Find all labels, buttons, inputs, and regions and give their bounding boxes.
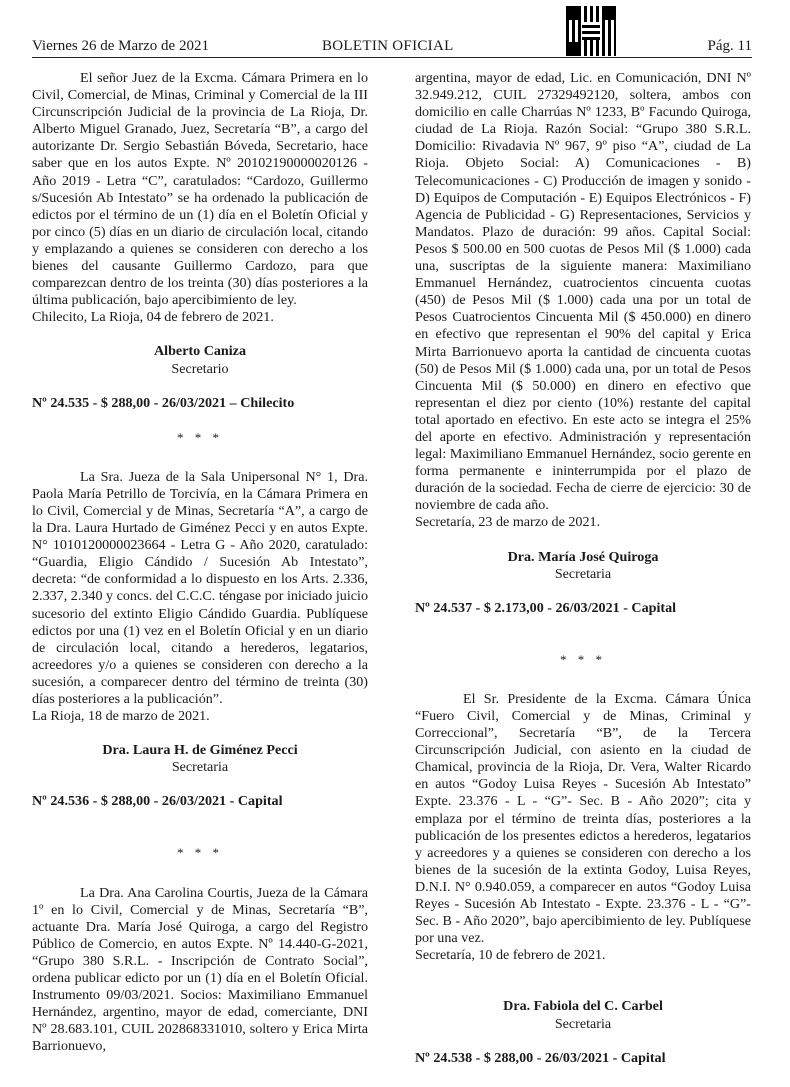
edict-number: Nº 24.538 - $ 288,00 - 26/03/2021 - Capital <box>415 1049 666 1066</box>
header-date: Viernes 26 de Marzo de 2021 <box>32 38 209 54</box>
qr-code-icon <box>566 6 616 56</box>
edict-signer-role: Secretario <box>171 360 229 377</box>
edict-signer: Dra. María José Quiroga <box>507 548 659 565</box>
edict-place-date: Secretaría, 10 de febrero de 2021. <box>415 947 606 964</box>
edict-signer: Dra. Fabiola del C. Carbel <box>503 998 663 1015</box>
left-column <box>32 70 368 1056</box>
edict-number: Nº 24.536 - $ 288,00 - 26/03/2021 - Capital <box>32 793 283 810</box>
separator: * * * <box>177 429 223 445</box>
edict-place-date: Secretaría, 23 de marzo de 2021. <box>415 514 601 531</box>
header-page-number: Pág. 11 <box>707 38 752 54</box>
edict-signer-role: Secretaria <box>554 1015 612 1032</box>
edict-text: La Sra. Jueza de la Sala Unipersonal N° 1, Dra. Paola María Petrillo de Torcivía, en la Cámara Primera en lo Civil, Comercial y de Minas, Secretaría “A”, a cargo de la Dra. Laura Hurtado de Giménez Pecci y en autos Expte. N° 1010120000023664 - Letra G - Año 2020, caratulado: “Guardia, Eligio Cándido / Sucesión Ab Intestato”, decreta: “de conformidad a lo dispuesto en los Arts. 2.336, 2.337, 2.340 y concs. del C.C.C. téngase por iniciado juicio sucesorio del extinto Eligio Cándido Guardia. Publíquese edictos por una (1) vez en el Boletín Oficial y en un diario de circulación local, citando a herederos, legatarios, acreedores y/o a quienes se consideren con derecho a la sucesión, a comparecer dentro del término de treinta (30) días posteriores a la publicación”. <box>32 468 368 707</box>
edict-text: El señor Juez de la Excma. Cámara Primera en lo Civil, Comercial, de Minas, Criminal y Comercial de la III Circunscripción Judicial de la provincia de La Rioja, Dr. Alberto Miguel Granado, Juez, Secretaría “B”, a cargo del autorizante Dr. Sergio Sebastián Bóveda, Secretario, hace saber que en los autos Expte. Nº 20102190000020126 - Año 2019 - Letra “C”, caratulados: “Cardozo, Guillermo s/Sucesión Ab Intestato” se ha ordenado la publicación de edictos por el término de un (1) día en el Boletín Oficial y por cinco (5) días en un diario de circulación local, citando y emplazando a quienes se consideren con derecho a los bienes del causante Guillermo Cardozo, para que comparezcan dentro de los treinta (30) días posteriores a la última publicación, bajo apercibimiento de ley. <box>32 70 368 309</box>
separator: * * * <box>560 651 606 667</box>
edict-signer: Alberto Caniza <box>154 343 246 360</box>
edict-signer-role: Secretaria <box>554 565 612 582</box>
header-divider <box>32 57 752 58</box>
page-header <box>32 0 752 58</box>
edict-text: El Sr. Presidente de la Excma. Cámara Única “Fuero Civil, Comercial y de Minas, Criminal y Correccional”, Secretaría “B”, de la Tercera Circunscripción Judicial, con asiento en la ciudad de Chamical, provincia de la Rioja, Dr. Vera, Walter Ricardo en autos “Godoy Luisa Reyes - Sucesión Ab Intestato” Expte. 23.376 - L - “G”- Sec. B - Año 2020”; cita y emplaza por el término de treinta días, posteriores a la publicación de los presentes edictos a herederos, legatarios y acreedores y a quienes se consideren con derecho a los bienes de la sucesión de la extinta Godoy, Luisa Reyes, D.N.I. N° 0.940.059, a comparecer en autos “Godoy Luisa Reyes - Sucesión Ab Intestato - Expte. 23.376 - L - “G”- Sec. B - Año 2020”, bajo apercibimiento de ley. Publíquese por una vez. <box>415 690 751 947</box>
edict-number: Nº 24.535 - $ 288,00 - 26/03/2021 – Chilecito <box>32 394 295 411</box>
edict-signer: Dra. Laura H. de Giménez Pecci <box>102 742 298 759</box>
right-column <box>415 70 751 1067</box>
header-title: BOLETIN OFICIAL <box>322 38 454 54</box>
edict-place-date: Chilecito, La Rioja, 04 de febrero de 2021. <box>32 309 274 326</box>
edict-signer-role: Secretaria <box>171 759 229 776</box>
separator: * * * <box>177 845 223 861</box>
edict-number: Nº 24.537 - $ 2.173,00 - 26/03/2021 - Capital <box>415 599 677 616</box>
edict-text-continued: argentina, mayor de edad, Lic. en Comunicación, DNI Nº 32.949.212, CUIL 27329492120, soltera, ambos con domicilio en calle Charrúas Nº 1233, Bº Facundo Quiroga, ciudad de La Rioja. Razón Social: “Grupo 380 S.R.L. Domicilio: Rivadavia Nº 967, 9º piso “A”, ciudad de La Rioja. Objeto Social: A) Comunicaciones - B) Telecomunicaciones - C) Producción de imagen y sonido - D) Equipos de Computación - E) Equipos Electrónicos - F) Agencia de Publicidad - G) Representaciones, Servicios y Mandatos. Plazo de duración: 99 años. Capital Social: Pesos $ 500.00 en 500 cuotas de Pesos Mil ($ 1.000) cada una, suscriptas de la siguiente manera: Maximiliano Emmanuel Hernández, cuatrocientos cincuenta cuotas (450) de Pesos Mil ($ 1.000) cada una por un total de Pesos Cuatrocientos Cincuenta Mil ($ 450.000) en dinero en efectivo que representan el 90% del capital y Erica Mirta Barrionuevo aporta la cantidad de cincuenta cuotas (50) de Pesos Mil ($ 1.000) cada una, por un total de Pesos Cincuenta Mil ($ 50.000) en dinero en efectivo que representan el diez por ciento (10%) restante del capital total aportado en efectivo. En este acto se integra el 25% del aporte en efectivo. Administración y representación legal: Maximiliano Emmanuel Hernández, socio gerente en forma permanente e ininterrumpida por el plazo de duración de la sociedad. Fecha de cierre de ejercicio: 30 de noviembre de cada año. <box>415 70 751 514</box>
edict-place-date: La Rioja, 18 de marzo de 2021. <box>32 708 210 725</box>
edict-text: La Dra. Ana Carolina Courtis, Jueza de la Cámara 1º en lo Civil, Comercial y de Minas, Secretaría “B”, actuante Dra. María José Quiroga, a cargo del Registro Público de Comercio, en autos Expte. Nº 14.440-G-2021, “Grupo 380 S.R.L. - Inscripción de Contrato Social”, ordena publicar edicto por un (1) día en el Boletín Oficial. Instrumento 09/03/2021. Socios: Maximiliano Emmanuel Hernández, argentino, mayor de edad, comerciante, DNI Nº 28.683.101, CUIL 202868331010, soltero y Erica Mirta Barrionuevo, <box>32 884 368 1055</box>
